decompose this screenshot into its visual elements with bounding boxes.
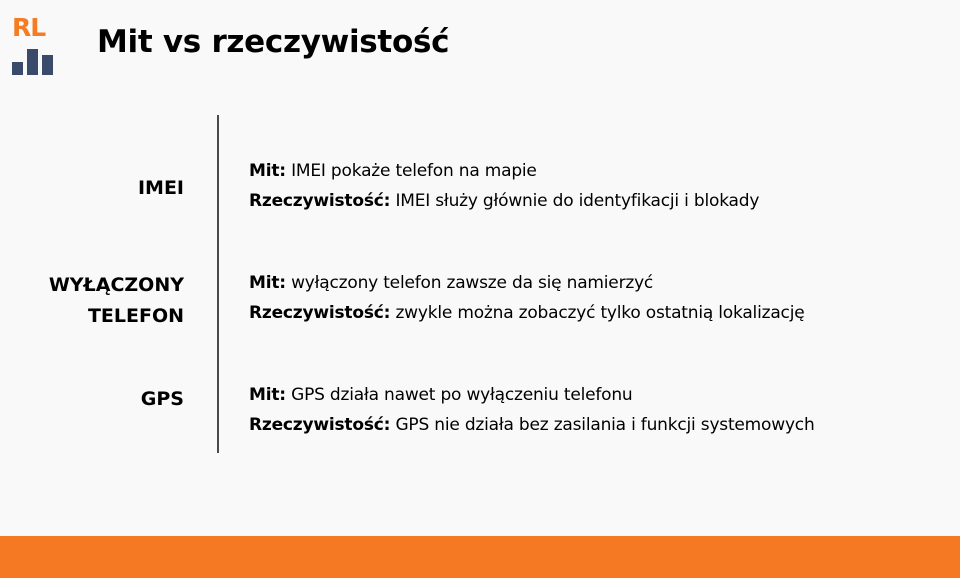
myth-line [249, 156, 759, 186]
footer-bar [0, 536, 960, 578]
myth-line [249, 268, 804, 298]
row-description-wylaczony-telefon [249, 268, 804, 328]
reality-line [249, 186, 759, 216]
myth-text: wyłączony telefon zawsze da się namierzyć [291, 273, 654, 293]
reality-line [249, 410, 815, 440]
row-label-gps [141, 384, 184, 415]
reality-text: GPS nie działa bez zasilania i funkcji systemowych [395, 415, 815, 435]
myth-text: GPS działa nawet po wyłączeniu telefonu [291, 385, 633, 405]
reality-text: zwykle można zobaczyć tylko ostatnią lokalizację [395, 303, 805, 323]
row-label-imei [138, 173, 184, 204]
myth-prefix: Mit: [249, 273, 286, 293]
row-description-gps [249, 380, 815, 440]
reality-prefix: Rzeczywistość: [249, 191, 391, 211]
page-title: Mit vs rzeczywistość [97, 24, 450, 60]
vertical-divider [217, 115, 219, 453]
reality-line [249, 298, 804, 328]
row-label-wylaczony-telefon [49, 270, 184, 332]
logo [12, 14, 58, 76]
row-label-line: IMEI [137, 177, 184, 199]
reality-prefix: Rzeczywistość: [249, 415, 391, 435]
bar-chart-icon [12, 49, 58, 75]
myth-text: IMEI pokaże telefon na mapie [291, 161, 537, 181]
reality-prefix: Rzeczywistość: [249, 303, 391, 323]
row-label-line: GPS [140, 388, 184, 410]
logo-text: RL [12, 13, 46, 42]
reality-text: IMEI służy głównie do identyfikacji i blokady [395, 191, 760, 211]
row-label-line: WYŁĄCZONY [48, 274, 184, 296]
myth-line [249, 380, 815, 410]
row-description-imei [249, 156, 759, 216]
row-label-line: TELEFON [87, 305, 184, 327]
myth-prefix: Mit: [249, 385, 286, 405]
myth-prefix: Mit: [249, 161, 286, 181]
